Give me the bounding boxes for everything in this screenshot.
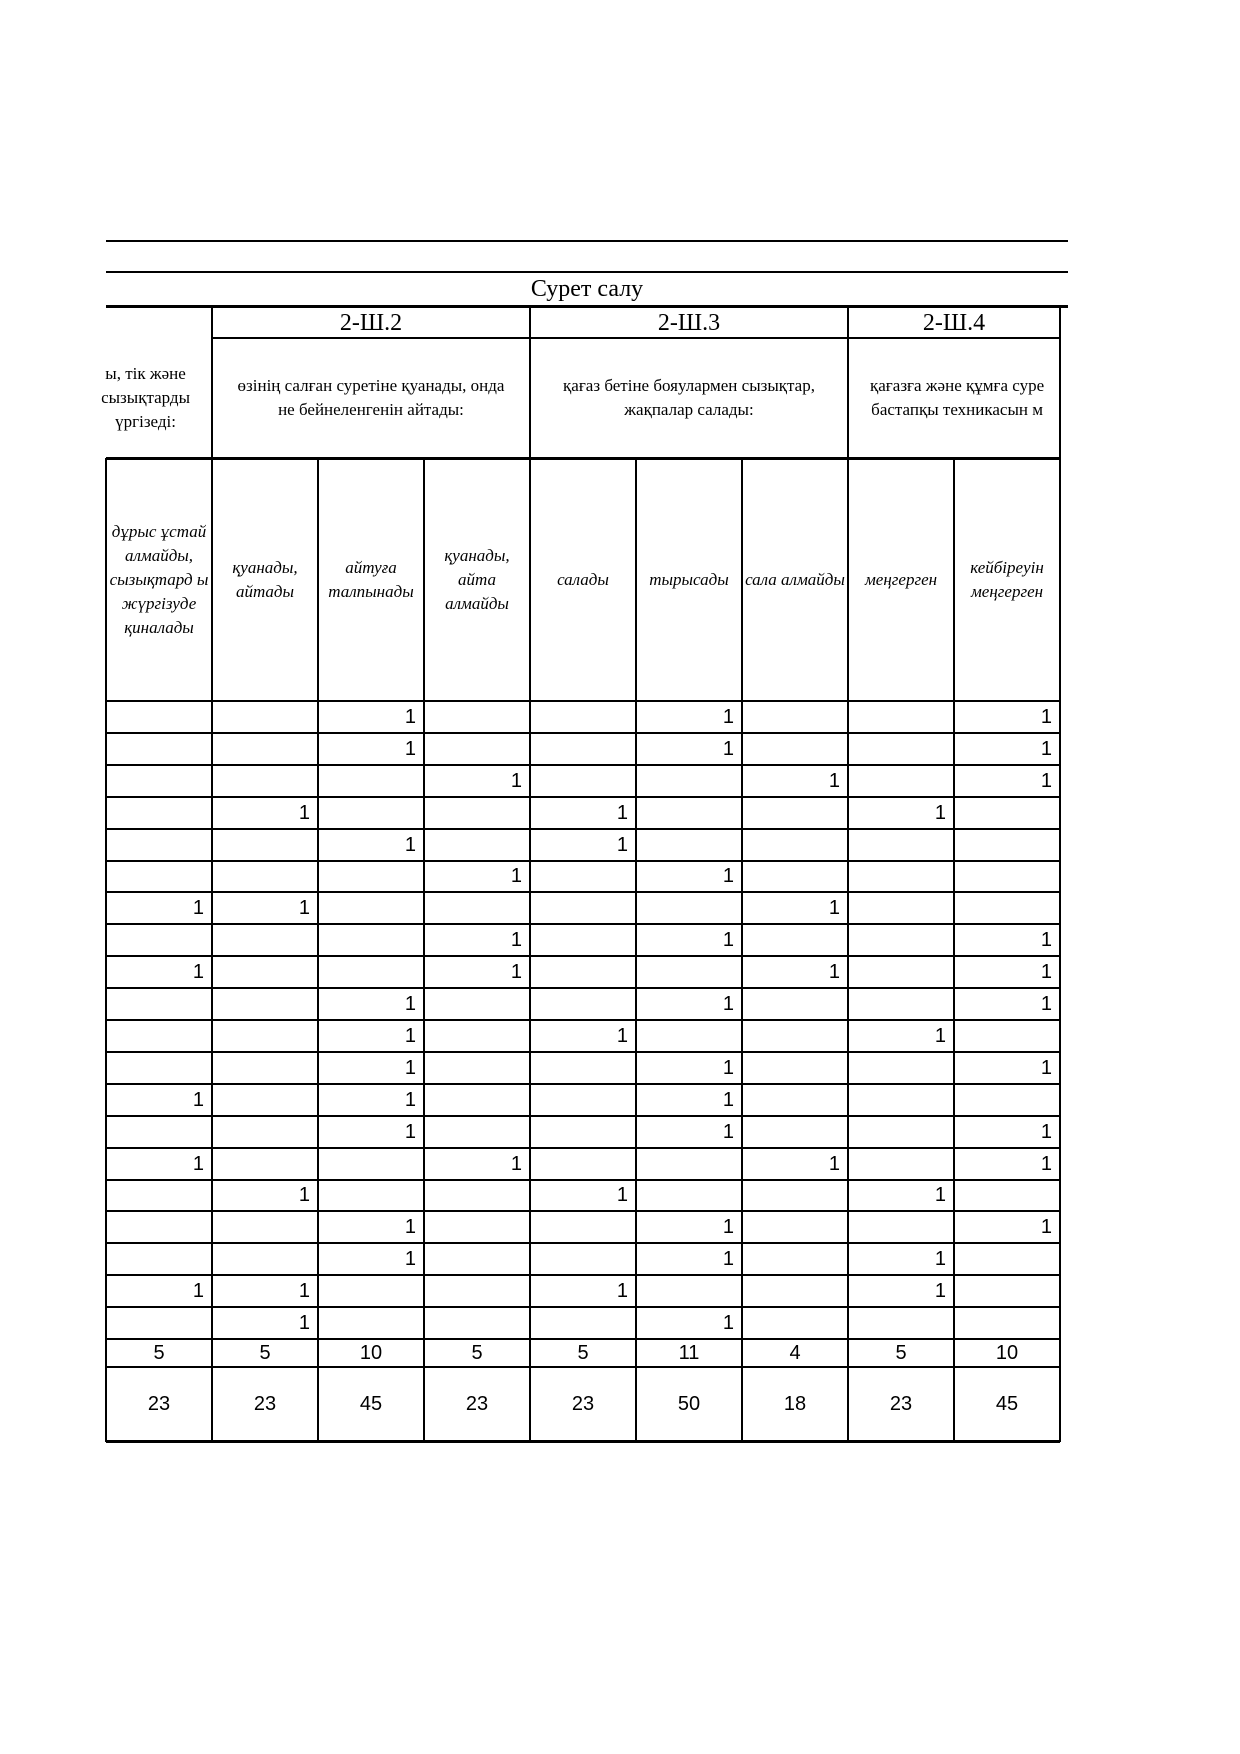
data-cell	[848, 765, 954, 797]
data-cell: 1	[192, 896, 204, 919]
data-cell: 1	[510, 960, 522, 983]
grid-line	[106, 860, 1060, 862]
data-cell	[742, 797, 848, 829]
data-cell	[954, 1020, 1060, 1052]
data-cell: 1	[934, 1024, 946, 1047]
data-cell	[636, 956, 742, 988]
grid-line	[106, 955, 1060, 957]
data-cell	[848, 1148, 954, 1180]
data-cell	[424, 1275, 530, 1307]
data-cell: 1	[510, 1152, 522, 1175]
sub-header: қуанады, айта алмайды	[444, 545, 510, 613]
data-cell: 1	[1040, 1152, 1052, 1175]
grid-line	[105, 458, 107, 1442]
data-cell: 1	[404, 992, 416, 1015]
data-cell	[742, 1052, 848, 1084]
data-cell	[530, 988, 636, 1020]
data-cell: 1	[404, 737, 416, 760]
data-cell	[742, 988, 848, 1020]
data-cell	[106, 797, 212, 829]
data-cell	[212, 1211, 318, 1243]
data-cell: 1	[404, 1024, 416, 1047]
grid-line	[106, 1366, 1060, 1368]
data-cell: 1	[1040, 1056, 1052, 1079]
data-cell	[848, 701, 954, 733]
data-cell: 1	[404, 705, 416, 728]
data-cell: 1	[934, 1184, 946, 1206]
data-cell	[954, 861, 1060, 892]
total-percent: 23	[147, 1392, 171, 1415]
data-cell: 1	[192, 1279, 204, 1302]
grid-line	[529, 306, 531, 458]
data-cell	[106, 1116, 212, 1148]
data-cell: 1	[298, 896, 310, 919]
data-cell	[636, 765, 742, 797]
data-cell: 1	[934, 801, 946, 824]
grid-line	[106, 828, 1060, 830]
grid-line	[106, 891, 1060, 893]
data-cell: 1	[404, 1247, 416, 1270]
data-cell	[318, 892, 424, 924]
data-cell: 1	[722, 1088, 734, 1111]
sub-header: сала алмайды	[745, 569, 845, 589]
grid-line	[529, 458, 531, 1442]
data-cell	[742, 861, 848, 892]
desc-sh4: қағазға және құмға суре бастапқы техникасын м	[870, 376, 1045, 419]
data-cell	[848, 1052, 954, 1084]
data-cell	[530, 892, 636, 924]
data-cell	[212, 733, 318, 765]
data-cell	[424, 701, 530, 733]
data-cell	[530, 1148, 636, 1180]
data-cell	[106, 1020, 212, 1052]
data-cell	[424, 892, 530, 924]
data-cell	[424, 797, 530, 829]
data-cell	[742, 1211, 848, 1243]
data-cell	[742, 733, 848, 765]
code-sh4: 2-Ш.4	[922, 309, 986, 336]
data-cell: 1	[404, 1088, 416, 1111]
data-cell	[318, 924, 424, 956]
data-cell	[742, 1020, 848, 1052]
total-percent: 18	[783, 1392, 807, 1415]
data-cell	[212, 829, 318, 861]
data-cell	[742, 1243, 848, 1275]
data-cell: 1	[510, 769, 522, 792]
data-cell: 1	[616, 1279, 628, 1302]
data-cell	[636, 797, 742, 829]
data-cell	[212, 1148, 318, 1180]
data-cell	[212, 765, 318, 797]
grid-line	[1059, 306, 1061, 458]
data-cell	[424, 1307, 530, 1339]
data-cell	[318, 1275, 424, 1307]
code-sh3: 2-Ш.3	[657, 309, 721, 336]
data-cell	[318, 1180, 424, 1211]
data-cell	[530, 1116, 636, 1148]
data-cell: 1	[404, 1215, 416, 1238]
data-cell: 1	[722, 1056, 734, 1079]
data-cell	[212, 1243, 318, 1275]
data-cell	[636, 1180, 742, 1211]
data-cell: 1	[828, 960, 840, 983]
data-cell: 1	[828, 1152, 840, 1175]
data-cell	[636, 1148, 742, 1180]
data-cell	[530, 1052, 636, 1084]
total-count: 11	[678, 1341, 700, 1364]
sub-header: салады	[557, 569, 609, 589]
data-cell: 1	[616, 801, 628, 824]
total-count: 5	[895, 1341, 907, 1364]
total-percent: 50	[677, 1392, 701, 1415]
data-cell: 1	[1040, 1120, 1052, 1143]
grid-line	[317, 458, 319, 1442]
data-cell: 1	[722, 705, 734, 728]
data-cell	[530, 1084, 636, 1116]
sub-header: кейбіреуін меңгерген	[970, 557, 1044, 601]
data-cell	[954, 1243, 1060, 1275]
data-cell	[106, 1243, 212, 1275]
data-cell	[954, 1180, 1060, 1211]
data-cell: 1	[722, 865, 734, 887]
grid-line	[106, 1210, 1060, 1212]
data-cell: 1	[722, 1247, 734, 1270]
grid-line	[847, 458, 849, 1442]
total-percent: 45	[359, 1392, 383, 1415]
data-cell	[212, 924, 318, 956]
data-cell: 1	[934, 1247, 946, 1270]
desc-sh2: өзінің салған суретіне қуанады, онда не бейнеленгенін айтады:	[237, 376, 505, 419]
desc-prev: ы, тік және сызықтарды үргізеді:	[101, 364, 190, 431]
data-cell	[954, 797, 1060, 829]
data-cell	[424, 988, 530, 1020]
data-cell	[742, 1116, 848, 1148]
data-cell: 1	[298, 1279, 310, 1302]
data-cell: 1	[934, 1279, 946, 1302]
data-cell: 1	[192, 1088, 204, 1111]
data-cell	[848, 829, 954, 861]
data-cell	[848, 733, 954, 765]
grid-line	[106, 1274, 1060, 1276]
data-cell: 1	[404, 833, 416, 856]
section-title: Сурет салу	[530, 276, 644, 302]
data-cell	[954, 1275, 1060, 1307]
data-cell	[106, 733, 212, 765]
data-cell: 1	[192, 1152, 204, 1175]
data-cell: 1	[192, 960, 204, 983]
data-cell	[636, 829, 742, 861]
total-count: 5	[471, 1341, 483, 1364]
data-cell	[530, 1211, 636, 1243]
code-sh2: 2-Ш.2	[339, 309, 403, 336]
data-cell	[318, 1148, 424, 1180]
data-cell	[106, 1180, 212, 1211]
desc-sh3: қағаз бетіне бояулармен сызықтар, жақпалар салады:	[563, 376, 815, 419]
data-cell: 1	[1040, 992, 1052, 1015]
total-percent: 23	[253, 1392, 277, 1415]
grid-line	[953, 458, 955, 1442]
total-count: 5	[577, 1341, 589, 1364]
data-cell: 1	[722, 1311, 734, 1334]
data-cell	[848, 1116, 954, 1148]
data-cell	[424, 829, 530, 861]
total-percent: 23	[889, 1392, 913, 1415]
grid-line	[106, 923, 1060, 925]
data-cell: 1	[828, 896, 840, 919]
data-cell: 1	[616, 833, 628, 856]
data-cell	[212, 1020, 318, 1052]
data-cell: 1	[510, 928, 522, 951]
data-cell: 1	[1040, 960, 1052, 983]
data-cell: 1	[1040, 705, 1052, 728]
grid-line	[106, 700, 1060, 702]
sub-header: меңгерген	[864, 569, 938, 589]
data-cell	[848, 1211, 954, 1243]
grid-line	[106, 1019, 1060, 1021]
data-cell	[530, 701, 636, 733]
data-cell	[742, 1275, 848, 1307]
data-cell	[424, 1243, 530, 1275]
data-cell	[742, 1307, 848, 1339]
total-count: 10	[995, 1341, 1019, 1364]
grid-line	[106, 1115, 1060, 1117]
total-percent: 45	[995, 1392, 1019, 1415]
grid-line	[212, 337, 1060, 339]
data-cell	[212, 956, 318, 988]
data-cell: 1	[722, 928, 734, 951]
sub-header: қуанады, айтады	[232, 557, 298, 601]
sub-header: тырысады	[649, 569, 729, 589]
data-cell	[212, 861, 318, 892]
data-cell	[424, 1180, 530, 1211]
grid-line	[106, 1147, 1060, 1149]
data-cell	[318, 861, 424, 892]
data-cell	[106, 701, 212, 733]
data-cell	[106, 1211, 212, 1243]
data-cell	[424, 733, 530, 765]
sub-header: дұрыс ұстай алмайды, сызықтард ы жүргізуде қиналады	[109, 521, 209, 637]
data-cell	[106, 765, 212, 797]
data-cell	[530, 765, 636, 797]
data-cell: 1	[722, 737, 734, 760]
grid-line	[847, 306, 849, 458]
data-cell: 1	[616, 1184, 628, 1206]
data-cell	[212, 1084, 318, 1116]
data-cell	[848, 1307, 954, 1339]
data-cell	[424, 1020, 530, 1052]
grid-line	[106, 1083, 1060, 1085]
data-cell	[848, 956, 954, 988]
data-cell	[212, 1052, 318, 1084]
data-cell	[318, 1307, 424, 1339]
data-cell	[530, 1243, 636, 1275]
data-cell: 1	[722, 992, 734, 1015]
total-count: 4	[789, 1341, 801, 1364]
grid-line	[106, 457, 1060, 460]
grid-line	[106, 732, 1060, 734]
grid-line	[106, 1179, 1060, 1181]
grid-line	[423, 458, 425, 1442]
data-cell	[318, 797, 424, 829]
data-cell	[742, 701, 848, 733]
data-cell	[954, 1307, 1060, 1339]
data-cell	[848, 1084, 954, 1116]
grid-line	[1059, 458, 1061, 1442]
data-cell: 1	[1040, 928, 1052, 951]
data-cell	[424, 1116, 530, 1148]
data-cell	[848, 892, 954, 924]
data-cell: 1	[616, 1024, 628, 1047]
total-percent: 23	[571, 1392, 595, 1415]
grid-line	[741, 458, 743, 1442]
data-cell	[530, 956, 636, 988]
data-cell	[848, 924, 954, 956]
data-cell	[742, 829, 848, 861]
data-cell: 1	[404, 1120, 416, 1143]
data-cell	[530, 924, 636, 956]
grid-line	[106, 1306, 1060, 1308]
total-count: 10	[359, 1341, 383, 1364]
grid-line	[211, 458, 213, 1442]
data-cell: 1	[1040, 737, 1052, 760]
data-cell: 1	[510, 865, 522, 887]
data-cell: 1	[298, 1184, 310, 1206]
data-cell	[530, 1307, 636, 1339]
data-cell	[636, 1020, 742, 1052]
grid-line	[106, 1338, 1060, 1340]
grid-line	[106, 764, 1060, 766]
data-cell	[954, 829, 1060, 861]
data-cell	[424, 1211, 530, 1243]
data-cell	[848, 988, 954, 1020]
grid-line	[106, 1440, 1060, 1443]
data-cell	[318, 765, 424, 797]
data-cell	[212, 1116, 318, 1148]
sub-header: айтуға талпынады	[328, 557, 414, 601]
data-cell	[106, 1052, 212, 1084]
data-cell: 1	[722, 1120, 734, 1143]
data-cell	[742, 924, 848, 956]
total-count: 5	[259, 1341, 271, 1364]
grid-line	[106, 1051, 1060, 1053]
data-cell: 1	[1040, 769, 1052, 792]
data-cell	[212, 701, 318, 733]
data-cell: 1	[722, 1215, 734, 1238]
data-cell	[954, 892, 1060, 924]
data-cell	[530, 733, 636, 765]
data-cell	[106, 924, 212, 956]
data-cell: 1	[298, 801, 310, 824]
data-cell	[424, 1052, 530, 1084]
data-cell	[106, 829, 212, 861]
data-cell	[742, 1180, 848, 1211]
data-cell: 1	[298, 1311, 310, 1334]
data-cell	[636, 1275, 742, 1307]
data-cell	[106, 988, 212, 1020]
data-cell	[848, 861, 954, 892]
data-cell: 1	[828, 769, 840, 792]
grid-line	[106, 796, 1060, 798]
grid-line	[106, 987, 1060, 989]
grid-line	[635, 458, 637, 1442]
data-cell	[424, 1084, 530, 1116]
data-cell	[954, 1084, 1060, 1116]
data-cell	[212, 988, 318, 1020]
data-cell	[106, 861, 212, 892]
total-percent: 23	[465, 1392, 489, 1415]
data-cell	[530, 861, 636, 892]
data-cell: 1	[1040, 1215, 1052, 1238]
data-cell	[636, 892, 742, 924]
grid-line	[106, 1242, 1060, 1244]
data-cell	[742, 1084, 848, 1116]
data-cell: 1	[404, 1056, 416, 1079]
data-cell	[318, 956, 424, 988]
data-cell	[106, 1307, 212, 1339]
grid-line	[211, 306, 213, 458]
total-count: 5	[153, 1341, 165, 1364]
